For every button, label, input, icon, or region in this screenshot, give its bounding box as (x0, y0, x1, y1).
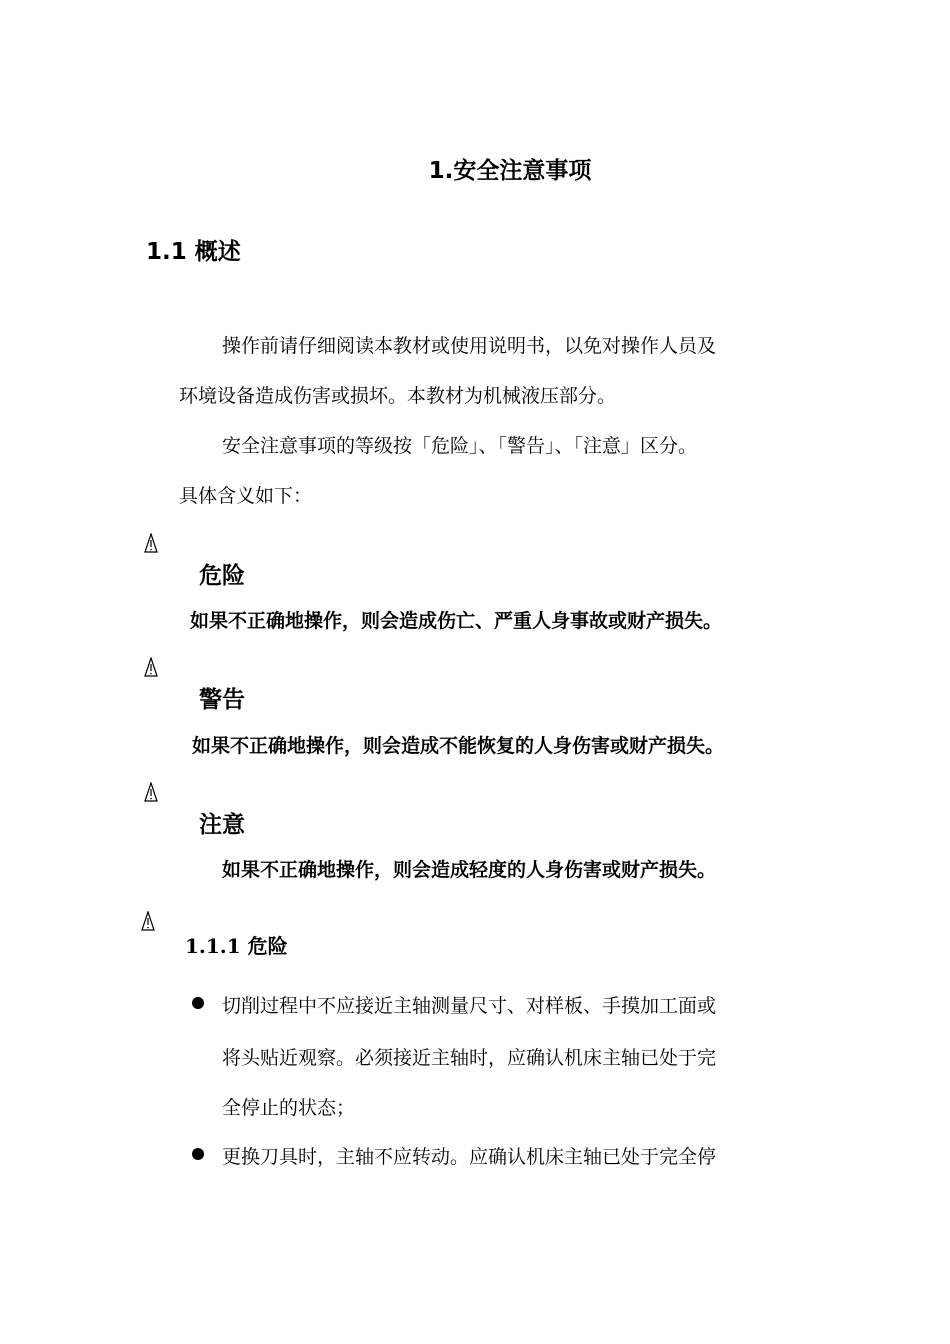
section-heading: 1.1 概述 (146, 239, 241, 265)
intro-paragraph-line: 操作前请仔细阅读本教材或使用说明书，以免对操作人员及 (222, 335, 717, 357)
danger-label: 危险 (199, 563, 245, 589)
bullet-text-line: 全停止的状态； (222, 1097, 356, 1119)
bullet-text-line: 将头贴近观察。必须接近主轴时，应确认机床主轴已处于完 (222, 1047, 717, 1069)
intro-paragraph-line: 具体含义如下： (179, 485, 313, 507)
bullet-dot (192, 997, 204, 1009)
bullet-dot (192, 1148, 204, 1160)
bullet-text-line: 切削过程中不应接近主轴测量尺寸、对样板、手摸加工面或 (222, 995, 717, 1017)
caution-label: 注意 (199, 812, 245, 838)
bullet-text-line: 更换刀具时，主轴不应转动。应确认机床主轴已处于完全停 (222, 1146, 717, 1168)
intro-paragraph-line: 安全注意事项的等级按「危险」、「警告」、「注意」区分。 (222, 435, 698, 457)
warning-triangle-icon (141, 911, 155, 931)
caution-description: 如果不正确地操作，则会造成轻度的人身伤害或财产损失。 (222, 859, 717, 881)
warning-triangle-icon (144, 657, 158, 677)
warning-description: 如果不正确地操作，则会造成不能恢复的人身伤害或财产损失。 (192, 735, 725, 757)
danger-description: 如果不正确地操作，则会造成伤亡、严重人身事故或财产损失。 (190, 610, 723, 632)
warning-triangle-icon (144, 533, 158, 553)
page-title: 1.安全注意事项 (428, 158, 592, 184)
warning-label: 警告 (199, 687, 245, 713)
intro-paragraph-line: 环境设备造成伤害或损坏。本教材为机械液压部分。 (179, 385, 617, 407)
warning-triangle-icon (144, 782, 158, 802)
subsection-heading: 1.1.1 危险 (185, 934, 288, 958)
